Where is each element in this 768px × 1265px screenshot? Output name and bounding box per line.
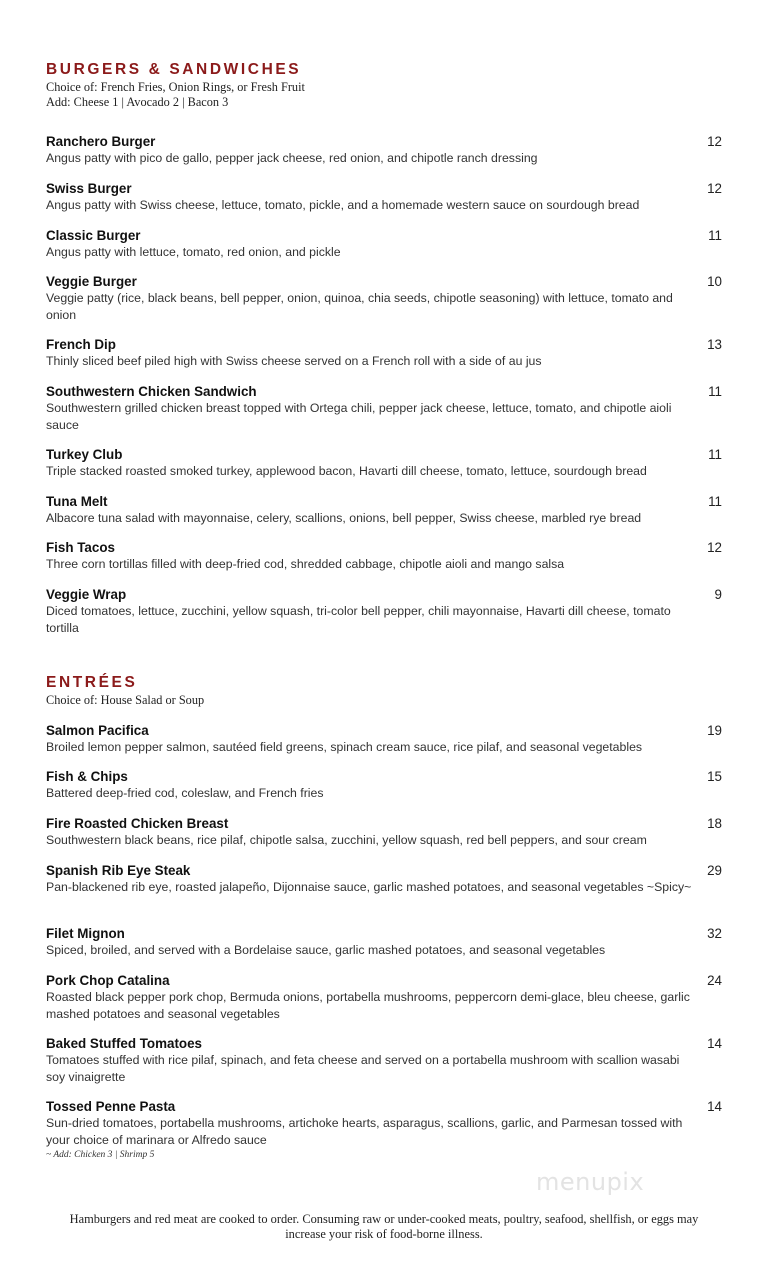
item-name: Turkey Club xyxy=(46,447,123,462)
burgers-choice-note: Choice of: French Fries, Onion Rings, or Fresh Fruit xyxy=(46,80,305,94)
menu-item xyxy=(46,925,722,959)
item-description: Triple stacked roasted smoked turkey, applewood bacon, Havarti dill cheese, tomato, lettuce, sourdough bread xyxy=(46,464,647,478)
menu-item xyxy=(46,862,722,896)
item-description: Battered deep-fried cod, coleslaw, and French fries xyxy=(46,786,324,800)
item-price: 11 xyxy=(708,494,722,509)
item-price: 12 xyxy=(707,134,722,149)
item-name: Fire Roasted Chicken Breast xyxy=(46,816,229,831)
item-name: Veggie Burger xyxy=(46,274,137,289)
item-description: Veggie patty (rice, black beans, bell pepper, onion, quinoa, chia seeds, chipotle seasoning) with lettuce, tomato and onion xyxy=(46,291,673,322)
item-price: 11 xyxy=(708,228,722,243)
item-description: Sun-dried tomatoes, portabella mushrooms, artichoke hearts, asparagus, scallions, garlic, and Parmesan tossed with your choice of marinara or Alfredo sauce xyxy=(46,1116,683,1147)
item-name: Tossed Penne Pasta xyxy=(46,1099,176,1114)
item-price: 29 xyxy=(707,863,722,878)
watermark: menupix xyxy=(536,1168,645,1196)
burgers-addons-note: Add: Cheese 1 | Avocado 2 | Bacon 3 xyxy=(46,95,229,109)
menu-item xyxy=(46,133,722,167)
item-price: 18 xyxy=(707,816,722,831)
menu-item xyxy=(46,586,722,636)
menu-item xyxy=(46,972,722,1022)
section-title-entrees: ENTRÉES xyxy=(46,674,138,691)
item-addon-note: ~ Add: Chicken 3 | Shrimp 5 xyxy=(46,1150,155,1160)
item-description: Angus patty with lettuce, tomato, red onion, and pickle xyxy=(46,245,341,259)
item-description: Albacore tuna salad with mayonnaise, celery, scallions, onions, bell pepper, Swiss cheese, marbled rye bread xyxy=(46,511,642,525)
item-description: Three corn tortillas filled with deep-fried cod, shredded cabbage, chipotle aioli and mango salsa xyxy=(46,557,565,571)
menu-item xyxy=(46,336,722,370)
menu-item xyxy=(46,383,722,433)
item-name: Veggie Wrap xyxy=(46,587,127,602)
item-description: Tomatoes stuffed with rice pilaf, spinach, and feta cheese and served on a portabella mushroom with scallion wasabi soy vinaigrette xyxy=(46,1053,680,1084)
menu-item xyxy=(46,539,722,573)
item-description: Roasted black pepper pork chop, Bermuda onions, portabella mushrooms, peppercorn demi-glace, bleu cheese, garlic mashed potatoes and seasonal vegetables xyxy=(46,990,690,1021)
item-name: Swiss Burger xyxy=(46,181,132,196)
item-price: 10 xyxy=(707,274,722,289)
item-price: 24 xyxy=(707,973,722,988)
item-description: Thinly sliced beef piled high with Swiss cheese served on a French roll with a side of au jus xyxy=(46,354,542,368)
menu-item xyxy=(46,446,722,480)
item-price: 14 xyxy=(707,1036,722,1051)
item-price: 14 xyxy=(707,1099,722,1114)
item-price: 9 xyxy=(714,587,722,602)
item-name: Pork Chop Catalina xyxy=(46,973,170,988)
item-price: 11 xyxy=(708,447,722,462)
item-name: Filet Mignon xyxy=(46,926,125,941)
item-description: Southwestern grilled chicken breast topped with Ortega chili, pepper jack cheese, lettuce, tomato, and chipotle aioli sauce xyxy=(46,401,672,432)
item-price: 12 xyxy=(707,540,722,555)
section-title-burgers: BURGERS & SANDWICHES xyxy=(46,61,302,78)
item-price: 32 xyxy=(707,926,722,941)
entrees-choice-note: Choice of: House Salad or Soup xyxy=(46,693,205,707)
footer-line-1: Hamburgers and red meat are cooked to order. Consuming raw or under-cooked meats, poultry, seafood, shellfish, or eggs may xyxy=(69,1212,699,1226)
menu-item xyxy=(46,227,722,261)
item-name: Tuna Melt xyxy=(46,494,108,509)
item-description: Southwestern black beans, rice pilaf, chipotle salsa, zucchini, yellow squash, red bell peppers, and sour cream xyxy=(46,833,647,847)
footer-line-2: increase your risk of food-borne illness. xyxy=(285,1227,483,1241)
item-name: Fish & Chips xyxy=(46,769,128,784)
item-description: Diced tomatoes, lettuce, zucchini, yellow squash, tri-color bell pepper, chili mayonnaise, Havarti dill cheese, tomato tortilla xyxy=(46,604,671,635)
item-name: Baked Stuffed Tomatoes xyxy=(46,1036,202,1051)
menu-item xyxy=(46,493,722,527)
item-price: 12 xyxy=(707,181,722,196)
item-description: Pan-blackened rib eye, roasted jalapeño, Dijonnaise sauce, garlic mashed potatoes, and seasonal vegetables ~Spicy~ xyxy=(46,880,692,894)
menu-item xyxy=(46,722,722,756)
menu-item xyxy=(46,180,722,214)
item-name: Spanish Rib Eye Steak xyxy=(46,863,191,878)
item-price: 19 xyxy=(707,723,722,738)
item-name: Classic Burger xyxy=(46,228,141,243)
item-name: Salmon Pacifica xyxy=(46,723,149,738)
menu-item xyxy=(46,1035,722,1085)
item-price: 15 xyxy=(707,769,722,784)
item-description: Broiled lemon pepper salmon, sautéed field greens, spinach cream sauce, rice pilaf, and seasonal vegetables xyxy=(46,740,643,754)
menu-item xyxy=(46,768,722,802)
item-name: French Dip xyxy=(46,337,116,352)
footer-disclaimer xyxy=(40,1212,728,1242)
item-price: 11 xyxy=(708,384,722,399)
menu-item xyxy=(46,1098,722,1162)
item-name: Southwestern Chicken Sandwich xyxy=(46,384,257,399)
item-description: Angus patty with Swiss cheese, lettuce, tomato, pickle, and a homemade western sauce on sourdough bread xyxy=(46,198,640,212)
item-description: Angus patty with pico de gallo, pepper jack cheese, red onion, and chipotle ranch dressing xyxy=(46,151,538,165)
item-description: Spiced, broiled, and served with a Bordelaise sauce, garlic mashed potatoes, and seasonal vegetables xyxy=(46,943,606,957)
menu-item xyxy=(46,815,722,849)
item-name: Ranchero Burger xyxy=(46,134,156,149)
menu-item xyxy=(46,273,722,323)
item-price: 13 xyxy=(707,337,722,352)
item-name: Fish Tacos xyxy=(46,540,115,555)
